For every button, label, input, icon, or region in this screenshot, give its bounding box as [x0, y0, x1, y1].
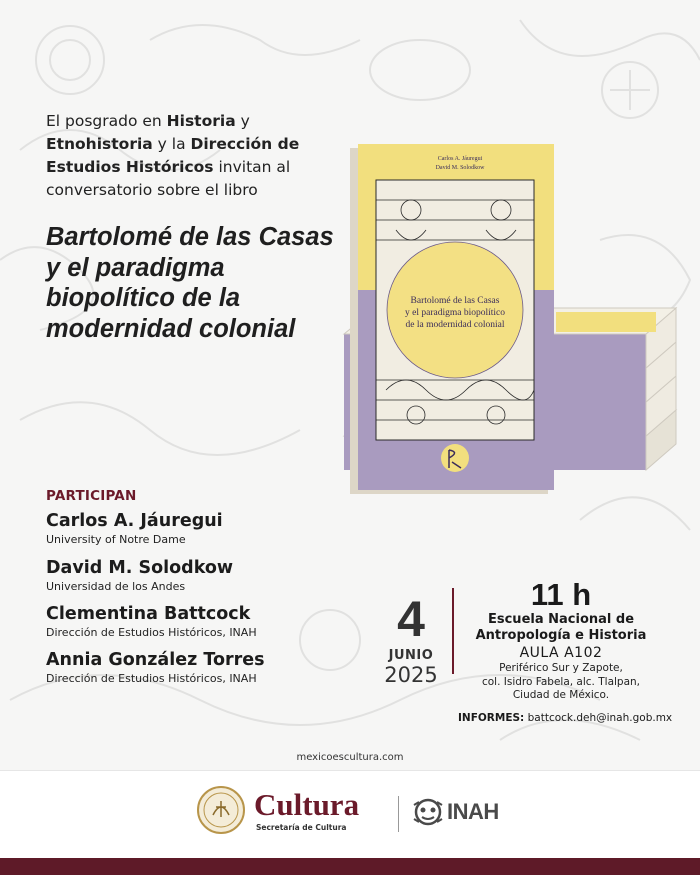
- participant-affiliation: Dirección de Estudios Históricos, INAH: [46, 672, 257, 685]
- participants-heading: PARTICIPAN: [46, 488, 137, 504]
- cover-author-2: David M. Solodkow: [435, 165, 485, 171]
- event-date: [380, 591, 442, 687]
- date-day: 4: [397, 591, 425, 647]
- cover-title-line-2: y el paradigma biopolítico: [405, 308, 505, 318]
- cultura-brand: Cultura: [254, 787, 360, 822]
- book-title: Bartolomé de las Casas y el paradigma biopolítico de la modernidad colonial: [46, 223, 334, 343]
- participant-affiliation: Dirección de Estudios Históricos, INAH: [46, 626, 257, 639]
- venue-address-line-1: Periférico Sur y Zapote,: [499, 662, 623, 674]
- participant: [46, 649, 265, 686]
- cover-title-line-1: Bartolomé de las Casas: [410, 296, 500, 306]
- participant-name: Carlos A. Jáuregui: [46, 511, 223, 531]
- mexico-seal-icon: [196, 785, 246, 835]
- venue-room: AULA A102: [519, 645, 603, 661]
- venue-address-line-3: Ciudad de México.: [512, 689, 610, 701]
- inah-logo-icon: [411, 797, 445, 827]
- event-time: 11 h: [530, 577, 592, 612]
- ministry-name: Secretaría de Cultura: [256, 823, 347, 832]
- contact-email[interactable]: battcock.deh@inah.gob.mx: [527, 712, 673, 724]
- contact-info: [458, 712, 672, 724]
- participant: [46, 603, 257, 640]
- participant: [46, 557, 233, 594]
- date-year: 2025: [384, 663, 438, 687]
- cover-author-1: Carlos A. Jáuregui: [437, 156, 483, 162]
- website-link[interactable]: mexicoescultura.com: [296, 752, 404, 763]
- book-stack-illustration: [336, 140, 681, 500]
- participant: [46, 510, 223, 547]
- event-venue: [466, 578, 656, 703]
- footer-divider: [398, 796, 399, 832]
- bottom-color-bar: [0, 858, 700, 875]
- participant-name: Annia González Torres: [46, 650, 265, 670]
- contact-label: INFORMES:: [458, 712, 525, 724]
- venue-address-line-2: col. Isidro Fabela, alc. Tlalpan,: [481, 675, 641, 688]
- inah-brand: INAH: [447, 799, 499, 824]
- standing-book-cover: [350, 144, 554, 494]
- venue-name-line-1: Escuela Nacional de: [487, 612, 635, 627]
- date-divider: [452, 588, 454, 674]
- invitation-text: El posgrado en Historia y Etnohistoria y la Dirección de Estudios Históricos invitan al conversatorio sobre el libro: [46, 112, 300, 199]
- participant-affiliation: Universidad de los Andes: [46, 580, 186, 593]
- participant-affiliation: University of Notre Dame: [46, 533, 186, 546]
- participant-name: Clementina Battcock: [46, 604, 251, 624]
- cover-title-line-3: de la modernidad colonial: [405, 320, 505, 330]
- participant-name: David M. Solodkow: [46, 558, 234, 578]
- date-month: JUNIO: [388, 648, 434, 663]
- venue-name-line-2: Antropología e Historia: [475, 628, 647, 643]
